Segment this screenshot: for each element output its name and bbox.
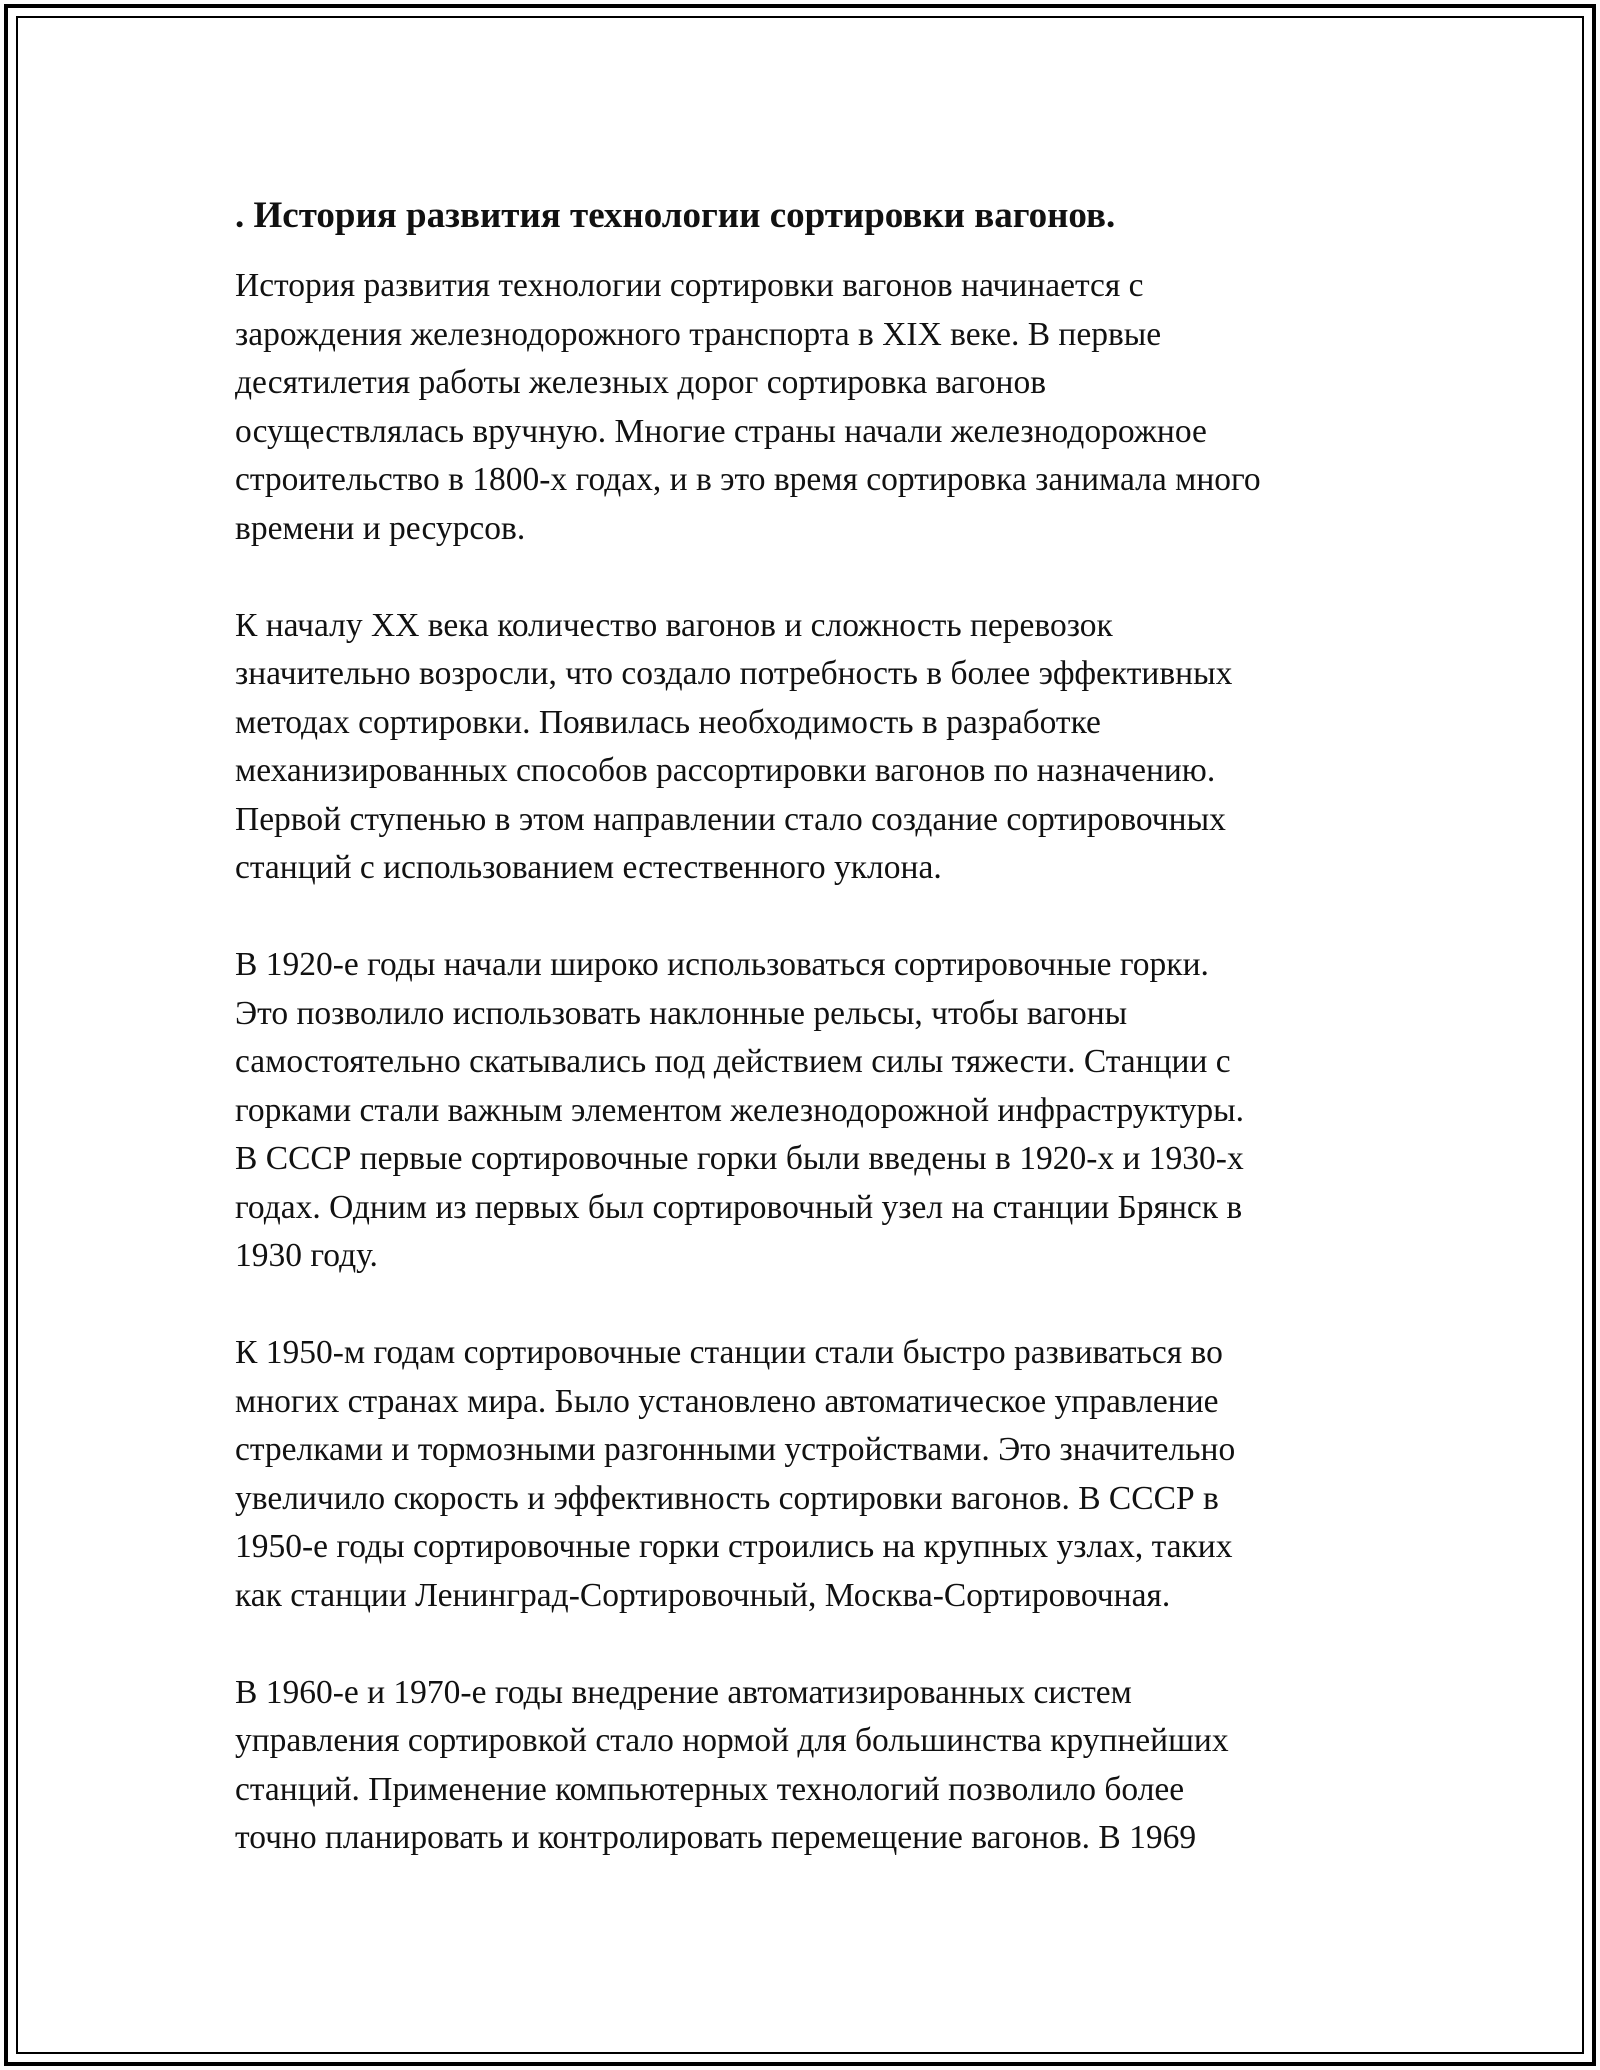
text-line: десятилетия работы железных дорог сортировка вагонов	[235, 364, 1047, 401]
text-line: Это позволило использовать наклонные рельсы, чтобы вагоны	[235, 994, 1128, 1032]
text-line: станций с использованием естественного уклона.	[235, 849, 942, 886]
text-line: строительство в 1800-х годах, и в это время сортировка занимала много	[235, 461, 1261, 498]
text-line: 1930 году.	[235, 1237, 378, 1274]
paragraph-1	[235, 262, 1395, 553]
paragraph-3	[235, 941, 1395, 1281]
document-title: . История развития технологии сортировки вагонов.	[235, 195, 1116, 236]
text-line: История развития технологии сортировки вагонов начинается с	[235, 267, 1144, 304]
text-line: времени и ресурсов.	[235, 509, 526, 547]
text-line: станций. Применение компьютерных технологий позволило более	[235, 1770, 1185, 1808]
text-line: увеличило скорость и эффективность сортировки вагонов. В СССР в	[235, 1479, 1219, 1517]
text-line: управления сортировкой стало нормой для большинства крупнейших	[235, 1722, 1229, 1759]
paragraph-5	[235, 1669, 1395, 1863]
text-line: механизированных способов рассортировки вагонов по назначению.	[235, 752, 1216, 789]
text-line: значительно возросли, что создало потребность в более эффективных	[235, 655, 1233, 692]
text-line: 1950-е годы сортировочные горки строились на крупных узлах, таких	[235, 1528, 1233, 1565]
text-line: самостоятельно скатывались под действием силы тяжести. Станции с	[235, 1043, 1231, 1080]
text-line: К 1950-м годам сортировочные станции стали быстро развиваться во	[235, 1334, 1223, 1371]
text-line: В 1920-е годы начали широко использоваться сортировочные горки.	[235, 946, 1209, 983]
text-line: осуществлялась вручную. Многие страны начали железнодорожное	[235, 412, 1207, 450]
text-line: Первой ступенью в этом направлении стало создание сортировочных	[235, 800, 1226, 838]
paragraph-2	[235, 602, 1395, 893]
text-line: многих странах мира. Было установлено автоматическое управление	[235, 1382, 1219, 1420]
text-line: годах. Одним из первых был сортировочный узел на станции Брянск в	[235, 1188, 1243, 1226]
text-line: В СССР первые сортировочные горки были введены в 1920-х и 1930-х	[235, 1140, 1244, 1177]
text-line: зарождения железнодорожного транспорта в XIX веке. В первые	[235, 315, 1162, 353]
text-line: методах сортировки. Появилась необходимость в разработке	[235, 703, 1101, 741]
paragraph-4	[235, 1329, 1395, 1620]
text-line: В 1960-е и 1970-е годы внедрение автоматизированных систем	[235, 1673, 1132, 1711]
text-line: К началу XX века количество вагонов и сложность перевозок	[235, 606, 1113, 644]
text-line: горками стали важным элементом железнодорожной инфраструктуры.	[235, 1091, 1244, 1129]
document-body	[235, 190, 1395, 1911]
text-line: точно планировать и контролировать перемещение вагонов. В 1969	[235, 1819, 1197, 1856]
text-line: стрелками и тормозными разгонными устройствами. Это значительно	[235, 1431, 1236, 1468]
text-line: как станции Ленинград-Сортировочный, Москва-Сортировочная.	[235, 1576, 1171, 1614]
